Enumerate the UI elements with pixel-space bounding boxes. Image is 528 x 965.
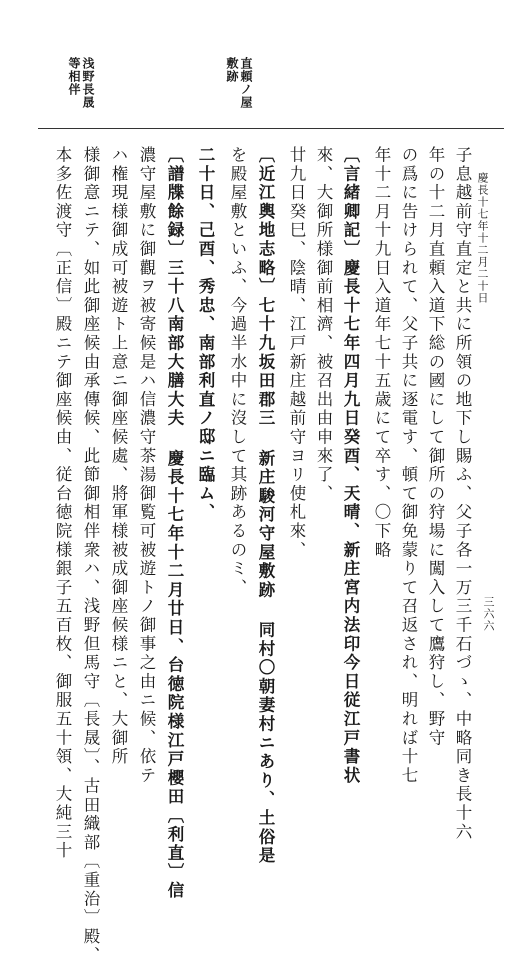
text-column-5: 〔言緒卿記〕慶長十七年四月九日癸酉、天晴、新庄宮内法印今日従江戸書状 [341, 146, 360, 786]
text-column-11: 〔譜牒餘録〕三十八南部大膳大夫 慶長十七年十二月廿日、台徳院様江戸櫻田〔利直〕信 [165, 146, 184, 901]
text-column-1: 子息越前守直定と共に所領の地下し賜ふ、父子各一万三千石づゝ、中略同き長十六 [453, 146, 472, 842]
margin-note-1-line-2: 敷跡 [225, 57, 239, 83]
text-column-4: 年十二月十九日入道年七十五歳にて卒す、〇下略 [372, 146, 391, 560]
page-number: 三六六 [482, 596, 495, 632]
text-column-15: 本多佐渡守〔正信〕殿ニテ御座候由、従台徳院様銀子五百枚、御服五十領、大純三十 [53, 146, 72, 861]
header-rule [38, 128, 504, 129]
margin-note-2-line-1: 浅野長晟 [81, 57, 95, 109]
text-column-13: ハ権現様御成可被遊ト上意ニ御座候處、將軍様被成御座候様ニと、大御所 [109, 146, 128, 767]
margin-note-2-line-2: 等相伴 [67, 57, 81, 96]
text-column-6: 來、大御所様御前相濟、被召出由申來了、 [314, 146, 333, 504]
text-column-14: 様御意ニテ、如此御座候由承傳候、此節御相伴衆ハ、浅野但馬守〔長晟〕、古田織部〔重治〕殿、 [81, 146, 100, 965]
text-column-12: 濃守屋敷に御觀ヲ被寄候是ハ信濃守茶湯御覧可被遊トノ御事之由ニ候、依テ [137, 146, 156, 786]
text-column-8: 〔近江輿地志略〕七十九坂田郡三 新庄駿河守屋敷跡 同村〇朝妻村ニあり、土俗是 [256, 146, 275, 866]
running-title: 慶長十七年十二月二十日 [476, 172, 489, 304]
text-column-3: の爲に告けられて、父子共に逐電す、頓て御免蒙りて召返され、明れば十七 [399, 146, 418, 786]
text-column-7: 廿九日癸巳、陰晴、江戸新庄越前守ヨリ使札來、 [287, 146, 306, 560]
text-column-9: を殿屋敷といふ、今過半水中に沒して其跡あるのミ、 [228, 146, 247, 598]
text-column-2: 年の十二月直頼入道下総の國にして御所の狩場に闖入して鷹狩し、野守 [426, 146, 445, 748]
text-column-10: 二十日、己酉、秀忠、南部利直ノ邸ニ臨ム、 [196, 146, 215, 522]
margin-note-1-line-1: 直頼ノ屋 [239, 57, 253, 109]
